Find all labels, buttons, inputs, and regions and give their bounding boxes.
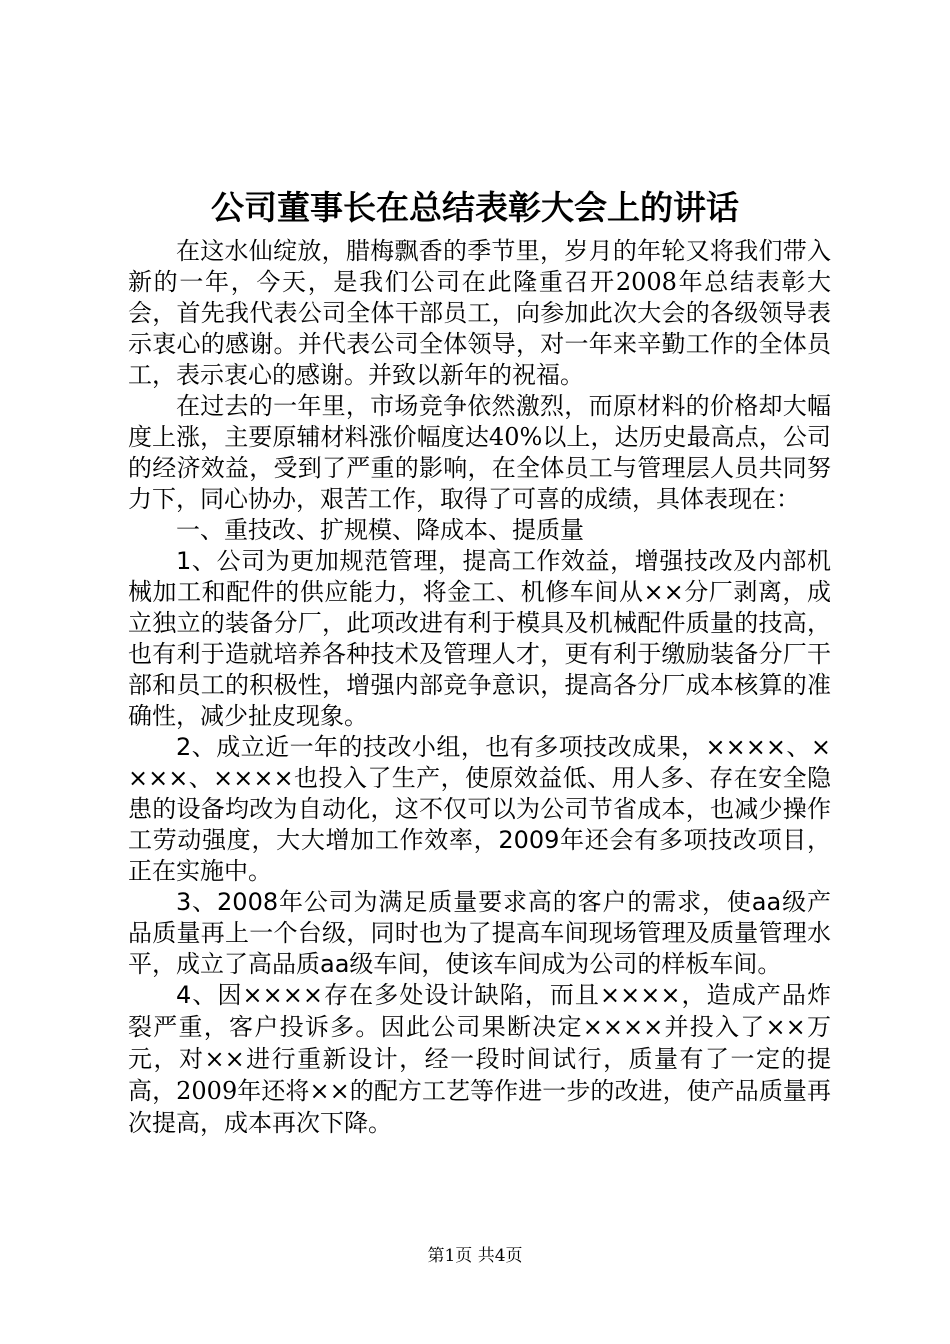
paragraph-item-1: 1、公司为更加规范管理，提高工作效益，增强技改及内部机械加工和配件的供应能力，将金工、机修车间从××分厂剥离，成立独立的装备分厂，此项改进有利于模具及机械配件质量的技高，也有利于造就培养各种技术及管理人才，更有利于缴励装备分厂干部和员工的积极性，增强内部竞争意识，提高各分厂成本核算的准确性，减少扯皮现象。: [128, 547, 831, 730]
paragraph-item-3: 3、2008年公司为满足质量要求高的客户的需求，使aa级产品质量再上一个台级，同时也为了提高车间现场管理及质量管理水平，成立了高品质aa级车间，使该车间成为公司的样板车间。: [128, 888, 831, 978]
page-number-footer: 第1页 共4页: [427, 1246, 523, 1266]
paragraph-item-2: 2、成立近一年的技改小组，也有多项技改成果，××××、××××、××××也投入了生产，使原效益低、用人多、存在安全隐患的设备均改为自动化，这不仅可以为公司节省成本，也减少操作工劳动强度，大大增加工作效率，2009年还会有多项技改项目，正在实施中。: [128, 733, 831, 885]
paragraph-item-4-lead: 4、因××××存在多处设计缺陷，而且××××，造成产品炸裂严重，客户投诉多。: [128, 981, 831, 1041]
paragraph-item-4: [128, 980, 831, 1140]
document-title: 公司董事长在总结表彰大会上的讲话: [211, 188, 739, 227]
paragraph-item-4-rest: 因此公司果断决定××××并投入了××万元，对××进行重新设计，经一段时间试行，质量有了一定的提高，2009年还将××的配方工艺等作进一步的改进，使产品质量再次提高，成本再次下降。: [128, 1013, 832, 1137]
section-heading: 一、重技改、扩规模、降成本、提质量: [176, 516, 584, 544]
paragraph-intro: 在这水仙绽放，腊梅飘香的季节里，岁月的年轮又将我们带入新的一年，今天，是我们公司在此隆重召开2008年总结表彰大会，首先我代表公司全体干部员工，向参加此次大会的各级领导表示衷心的感谢。并代表公司全体领导，对一年来辛勤工作的全体员工，表示衷心的感谢。并致以新年的祝福。: [128, 237, 831, 389]
document-body: [128, 236, 831, 1140]
paragraph-review: 在过去的一年里，市场竞争依然激烈，而原材料的价格却大幅度上涨，主要原辅材料涨价幅度达40%以上，达历史最高点，公司的经济效益，受到了严重的影响，在全体员工与管理层人员共同努力下，同心协办，艰苦工作，取得了可喜的成绩，具体表现在：: [128, 392, 831, 513]
